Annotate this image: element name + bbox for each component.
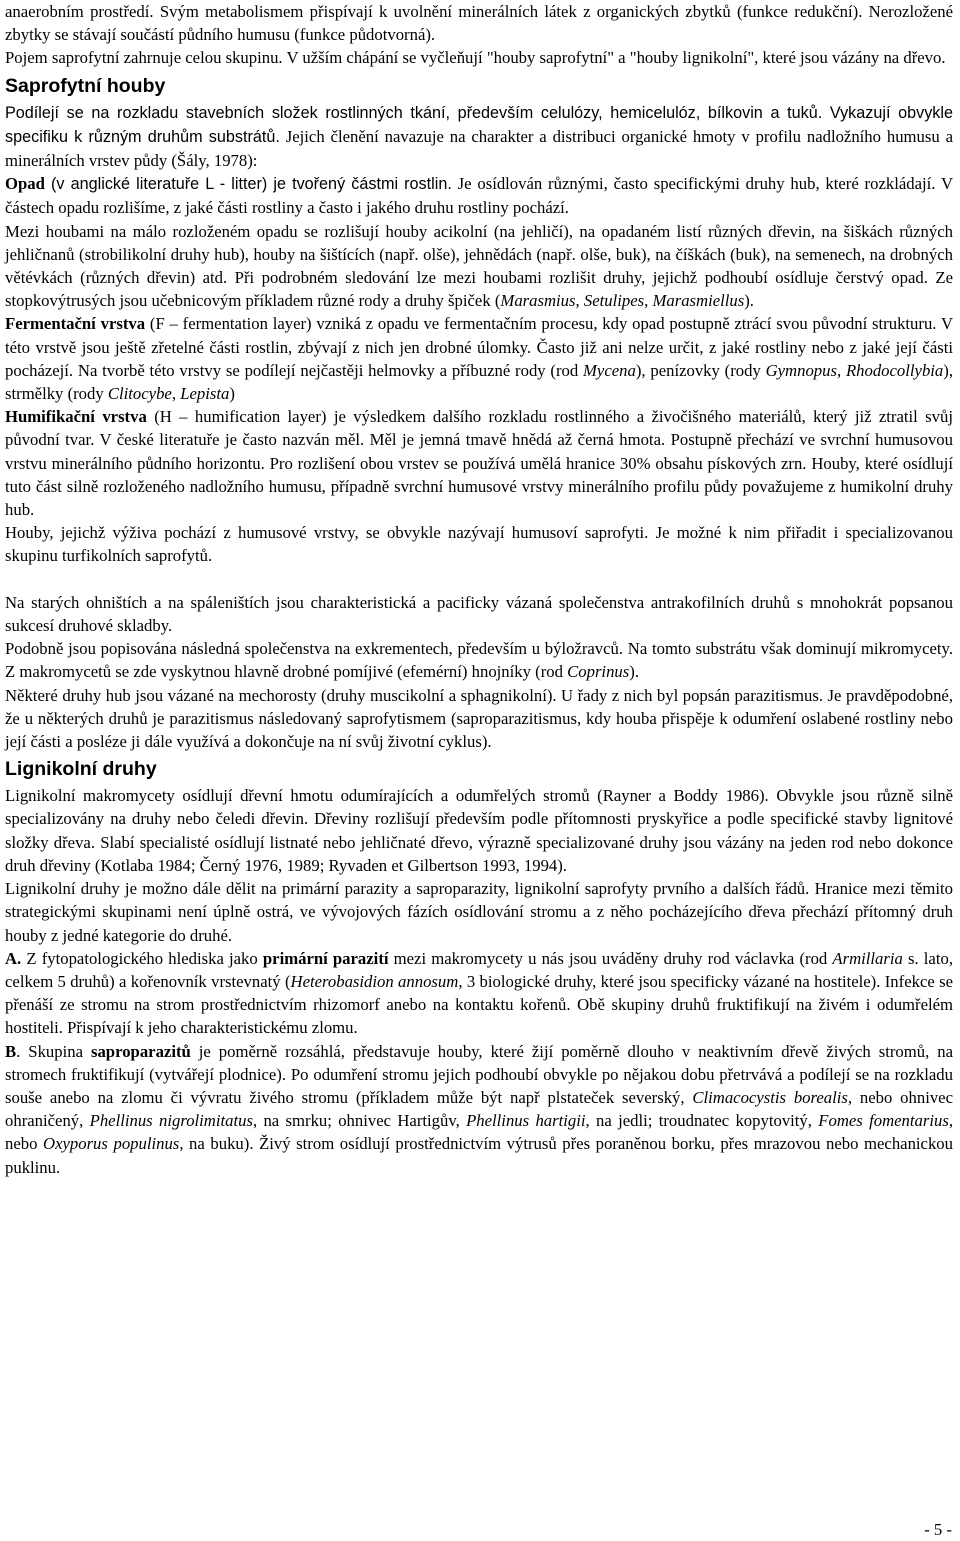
saprofytni-sans-text: Podílejí se na rozkladu stavebních složek rostlinných tkání, především celulózy, hemicelulóz, bílkovin a tuků. Vykazují obvykle specifiku k různým druhům substrátů. <box>5 103 953 146</box>
paragraph-b <box>5 1040 953 1179</box>
nektere-paragraph: Některé druhy hub jsou vázané na mechorosty (druhy muscikolní a sphagnikolní). U řady z nich byl popsán parazitismus. Je pravděpodobné, že u některých druhů je parazitismus následovaný saprofytismem (saproparazitismus, kdy houba přispěje k odumření oslabené rostliny nebo její části a posléze ji dále využívá a dokončuje na ní svůj životní cyklus). <box>5 685 953 752</box>
section-heading-lignikolni: Lignikolní druhy <box>5 758 157 781</box>
ferm-text: ), strmělky (rody <box>5 360 954 404</box>
saprofytni-text: Jejich členění navazuje na charakter a distribuci organické hmoty v profilu nadložního humusu a minerálních vrstev půdy (Šály, 1978): <box>5 126 953 171</box>
podobne-paragraph <box>5 637 953 683</box>
a-text: mezi makromycety u nás jsou uváděny druhy rod václavka (rod <box>388 948 833 968</box>
b-text: , nebo ohnivec ohraničený, <box>5 1087 953 1131</box>
ohniste-paragraph: Na starých ohništích a na spáleništích jsou charakteristická a pacificky vázaná společenstva antrakofilních druhů s mnohokrát popsanou sukcesí druhové skladby. <box>5 592 953 636</box>
taxon-climacocystis: Climacocystis borealis <box>692 1087 848 1107</box>
opad-sans-text: (v anglické literatuře L - litter) je tvořený částmi rostlin. <box>44 175 452 194</box>
lignikolni-paragraph-2: Lignikolní druhy je možno dále dělit na primární parazity a saproparazity, lignikolní saprofyty prvního a dalších řádů. Hranice mezi těmito strategickými skupinami není úplně ostrá, ve vývojových fázích osídlování stromu a z něho pocházejícího dřeva přechází přítomný druh houby z jedné kategorie do druhé. <box>5 879 953 945</box>
fermentacni-paragraph <box>5 312 953 405</box>
taxon-phellinus-nigrolimitatus: Phellinus nigrolimitatus <box>89 1111 253 1131</box>
label-a: A. <box>5 948 22 968</box>
b-text: , na smrku; ohnivec Hartigův, <box>252 1111 467 1131</box>
taxon-mycena: Mycena <box>583 360 636 380</box>
taxon-armillaria: Armillaria <box>832 948 903 968</box>
intro-paragraph-1: anaerobním prostředí. Svým metabolismem přispívají k uvolnění minerálních látek z organických zbytků (funkce redukční). Nerozložené zbytky se stávají součástí půdního humusu (funkce půdotvorná). <box>5 2 953 45</box>
ferm-text: ) <box>229 384 235 404</box>
section-heading-saprofytni: Saprofytní houby <box>5 74 166 97</box>
label-b: B <box>5 1041 17 1061</box>
mezi-text: Mezi houbami na málo rozloženém opadu se rozlišují houby acikolní (na jehličí), na opadaném listí různých dřevin, na šiškách různých jehličnanů (strobilikolní druhy hub), houby na šištících (např. olše), jehnědách (např. olše, buk), na číškách (buk), na semenech, na drobných větévkách (různých dřevin) atd. Při podrobném sledování lze mezi houbami rozlišit druhy, jejichž podhoubí osídluje čerstvý opad. Ze stopkovýtrusých jsou učebnicovým příkladem různé rody a druhy špiček ( <box>5 221 953 311</box>
sep: , <box>171 384 181 404</box>
paragraph-a <box>5 947 953 1040</box>
b-text: , na buku). Živý strom osídlují prostřednictvím výtrusů přes poraněnou borku, přes mrazovou nebo mechanickou puklinu. <box>5 1134 953 1177</box>
b-text: , na jedli; troudnatec kopytovitý, <box>585 1111 819 1131</box>
a-text: s. lato, celkem 5 druhů) a kořenovník vrstevnatý ( <box>5 948 953 991</box>
term-primarni-parazite: primární parazití <box>262 948 389 968</box>
humifikacni-paragraph <box>5 405 953 521</box>
intro-paragraph-2: Pojem saprofytní zahrnuje celou skupinu. V užším chápání se vyčleňují "houby saprofytní" a "houby lignikolní", které jsou vázány na dřevo. <box>5 48 946 68</box>
taxon-marasmius: Marasmius <box>500 291 576 311</box>
humifikacni-term: Humifikační vrstva <box>5 407 147 427</box>
taxon-phellinus-hartigii: Phellinus hartigii <box>466 1111 586 1131</box>
taxon-rhodocollybia: Rhodocollybia <box>845 360 944 380</box>
taxon-marasmiellus: Marasmiellus <box>652 291 745 311</box>
ferm-text: (F – fermentation layer) vzniká z opadu ve fermentačním procesu, kdy opad postupně ztrácí svou původní strukturu. V této vrstvě jsou ještě zřetelné části rostlin, zbývají z nich jen drobné úlomky. Často již ani nelze určit, z jaké rostliny nebo z jaké její části pocházejí. Na tvorbě této vrstvy se podílejí nejčastěji helmovky a příbuzné rody (rod <box>5 314 954 380</box>
taxon-gymnopus: Gymnopus <box>765 360 837 380</box>
saprofytni-paragraph-1 <box>5 101 953 173</box>
houby-paragraph: Houby, jejichž výživa pochází z humusové vrstvy, se obvykle nazývají humusoví saprofyti. Je možné k nim přiřadit i specializovanou skupinu turfikolních saprofytů. <box>5 523 953 566</box>
opad-paragraph <box>5 172 953 219</box>
sep: , <box>644 291 653 311</box>
b-text: . Skupina <box>16 1041 91 1061</box>
term-saproparazitu: saproparazitů <box>90 1041 191 1061</box>
humi-text: (H – humification layer) je výsledkem dalšího rozkladu rostlinného a živočišného materiálů, který již ztratil svůj původní tvar. V české literatuře je často nazván měl. Měl je jemná tmavě hnědá až černá hmota. Postupně přechází ve svrchní humusovou vrstvu minerálního půdního horizontu. Pro rozlišení obou vrstev se používá umělá hranice 30% obsahu pískových zrn. Houby, které osídlují tuto část silně rozloženého nadložního humusu, případně svrchní humusové vrstvy minerálního profilu půdy považujeme z humikolní druhy hub. <box>5 407 953 520</box>
taxon-setulipes: Setulipes <box>583 291 645 311</box>
a-text: Z fytopatologického hlediska jako <box>21 948 263 968</box>
fermentacni-term: Fermentační vrstva <box>5 314 146 334</box>
taxon-coprinus: Coprinus <box>567 662 630 682</box>
podobne-text: ). <box>629 662 639 682</box>
podobne-text: Podobně jsou popisována následná společenstva na exkrementech, především u býložravců. Na tomto substrátu však dominují mikromycety. Z makromycetů se zde vyskytnou hlavně drobné pomíjivé (efemérní) hnojníky (rod <box>5 639 953 682</box>
page-number: - 5 - <box>924 1520 952 1539</box>
taxon-heterobasidion: Heterobasidion annosum <box>290 971 459 991</box>
taxon-oxyporus: Oxyporus populinus <box>43 1134 180 1154</box>
mezi-houbami-paragraph <box>5 220 953 313</box>
paragraph-gap <box>5 568 953 591</box>
taxon-clitocybe: Clitocybe <box>107 384 172 404</box>
taxon-fomes: Fomes fomentarius <box>818 1111 949 1131</box>
opad-text: Je osídlován různými, často specifickými druhy hub, které rozkládají. V částech opadu rozlišíme, z jaké části rostliny a často i jakého druhu rostliny pochází. <box>5 174 953 218</box>
a-text: , 3 biologické druhy, které jsou specificky vázané na hostitele). Infekce se přenáší ze stromu na strom prostřednictvím rhizomorf anebo na kontaktu kořenů. Obě skupiny druhů fruktifikují na živém i odumřelém hostiteli. Přispívají k jeho charakteristickému zlomu. <box>5 971 953 1038</box>
sep: , <box>575 291 584 311</box>
taxon-lepista: Lepista <box>180 384 230 404</box>
b-text: je poměrně rozsáhlá, představuje houby, které žijí poměrně dlouho v neaktivním dřevě živých stromů, na stromech fruktifikují (vytvářejí plodnice). Po odumření stromu jejich podhoubí obvykle po nějakou dobu přetrvává a podílejí se na rozkladu souše anebo na zlomu či vývratu živého stromu (příkladem může být např plstateček severský, <box>5 1041 953 1107</box>
mezi-end: ). <box>744 291 754 311</box>
sep: , <box>836 360 846 380</box>
ferm-text: ), penízovky (rody <box>635 360 766 380</box>
lignikolni-paragraph-1: Lignikolní makromycety osídlují dřevní hmotu odumírajících a odumřelých stromů (Rayner a Boddy 1986). Obvykle jsou různě silně specializovány na druhy nebo čeledi dřevin. Dřeviny rozlišují především podle přítomnosti pryskyřice a podle specifické stavby lignitové složky dřeva. Slabí specialisté osídlují listnaté nebo jehličnaté dřevo, výrazně specializované druhy jsou vázány na jeden rod nebo dokonce druh dřeviny (Kotlaba 1984; Černý 1976, 1989; Ryvaden et Gilbertson 1993, 1994). <box>5 786 953 875</box>
opad-term: Opad <box>5 174 45 194</box>
b-text: , nebo <box>5 1111 953 1154</box>
